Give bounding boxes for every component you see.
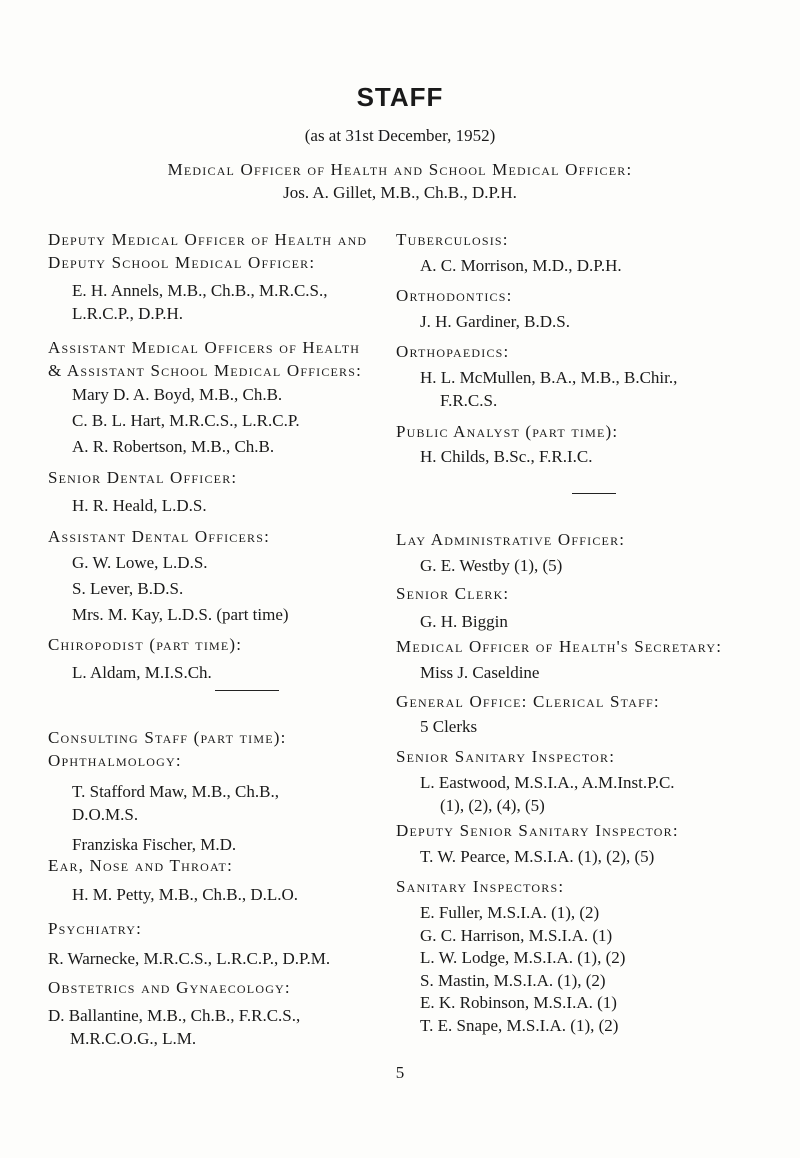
lay-admin-heading: Lay Administrative Officer:: [396, 530, 626, 549]
section-divider: [215, 690, 279, 691]
orthopaedics-line-1: H. L. McMullen, B.A., M.B., B.Chir.,: [420, 368, 678, 387]
orthodontics-heading: Orthodontics:: [396, 286, 513, 305]
assistant-name: Mary D. A. Boyd, M.B., Ch.B.: [72, 385, 283, 404]
assistant-section: [48, 336, 362, 460]
assistant-dental-heading: Assistant Dental Officers:: [48, 527, 271, 546]
ophthalmology-line-1: T. Stafford Maw, M.B., Ch.B.,: [72, 782, 279, 801]
page-subtitle: (as at 31st December, 1952): [304, 126, 496, 145]
deputy-section: [48, 228, 367, 325]
sanitary-name: G. C. Harrison, M.S.I.A. (1): [420, 925, 613, 945]
obstetrics-line-1: D. Ballantine, M.B., Ch.B., F.R.C.S.,: [48, 1006, 301, 1025]
senior-dental-heading: Senior Dental Officer:: [48, 468, 238, 487]
orthodontics-name: J. H. Gardiner, B.D.S.: [420, 312, 570, 331]
senior-dental-name: H. R. Heald, L.D.S.: [72, 496, 207, 515]
sanitary-section: [396, 875, 625, 1037]
ent-section: [48, 854, 298, 906]
sanitary-name: L. W. Lodge, M.S.I.A. (1), (2): [420, 948, 626, 967]
deputy-sanitary-name: T. W. Pearce, M.S.I.A. (1), (2), (5): [420, 847, 655, 866]
tuberculosis-name: A. C. Morrison, M.D., D.P.H.: [420, 256, 622, 275]
senior-clerk-name: G. H. Biggin: [420, 612, 508, 631]
sanitary-name: T. E. Snape, M.S.I.A. (1), (2): [420, 1015, 619, 1035]
page-title: STAFF: [356, 82, 444, 112]
obstetrics-section: [48, 976, 300, 1050]
tuberculosis-section: [396, 228, 622, 277]
secretary-name: Miss J. Caseldine: [420, 663, 540, 682]
general-office-heading: General Office: Clerical Staff:: [396, 692, 660, 711]
assistant-heading-2: & Assistant School Medical Officers:: [48, 361, 363, 380]
deputy-sanitary-heading: Deputy Senior Sanitary Inspector:: [396, 821, 679, 840]
assistant-heading-1: Assistant Medical Officers of Health: [48, 338, 361, 357]
secretary-section: [396, 635, 722, 684]
ent-heading: Ear, Nose and Throat:: [48, 856, 234, 875]
assistant-dental-name: S. Lever, B.D.S.: [72, 579, 184, 598]
senior-clerk-heading: Senior Clerk:: [396, 584, 510, 603]
moh-name: Jos. A. Gillet, M.B., Ch.B., D.P.H.: [283, 183, 517, 202]
assistant-dental-name: Mrs. M. Kay, L.D.S. (part time): [72, 605, 289, 624]
page-number: 5: [395, 1063, 405, 1082]
section-divider: [572, 493, 616, 494]
analyst-section: [396, 420, 618, 468]
orthopaedics-line-2: F.R.C.S.: [440, 391, 498, 410]
ophthalmology-line-2: D.O.M.S.: [72, 805, 139, 824]
general-office-name: 5 Clerks: [420, 717, 478, 736]
consulting-section: [48, 726, 287, 856]
assistant-dental-name: G. W. Lowe, L.D.S.: [72, 553, 208, 572]
general-office-section: [396, 690, 660, 738]
obstetrics-line-2: M.R.C.O.G., L.M.: [70, 1029, 197, 1048]
psychiatry-section: [48, 917, 330, 970]
assistant-name: A. R. Robertson, M.B., Ch.B.: [72, 437, 275, 456]
analyst-heading: Public Analyst (part time):: [396, 422, 619, 441]
psychiatry-name: R. Warnecke, M.R.C.S., L.R.C.P., D.P.M.: [48, 949, 331, 968]
chiropodist-name: L. Aldam, M.I.S.Ch.: [72, 663, 212, 682]
senior-sanitary-heading: Senior Sanitary Inspector:: [396, 747, 616, 766]
chiropodist-section: [48, 633, 242, 684]
deputy-heading-2: Deputy School Medical Officer:: [48, 253, 316, 272]
deputy-line-2: L.R.C.P., D.P.H.: [72, 304, 184, 323]
consulting-heading: Consulting Staff (part time):: [48, 728, 287, 747]
deputy-line-1: E. H. Annels, M.B., Ch.B., M.R.C.S.,: [72, 281, 328, 300]
assistant-name: C. B. L. Hart, M.R.C.S., L.R.C.P.: [72, 411, 300, 430]
sanitary-name: S. Mastin, M.S.I.A. (1), (2): [420, 970, 606, 990]
orthopaedics-section: [396, 340, 677, 412]
orthodontics-section: [396, 284, 570, 333]
senior-sanitary-section: [396, 745, 675, 817]
senior-clerk-section: [396, 582, 509, 633]
obstetrics-heading: Obstetrics and Gynaecology:: [48, 978, 291, 997]
sanitary-name: E. Fuller, M.S.I.A. (1), (2): [420, 903, 600, 922]
lay-admin-section: [396, 528, 625, 577]
secretary-heading: Medical Officer of Health's Secretary:: [396, 637, 723, 656]
ophthalmology-heading: Ophthalmology:: [48, 751, 182, 770]
chiropodist-heading: Chiropodist (part time):: [48, 635, 243, 654]
analyst-name: H. Childs, B.Sc., F.R.I.C.: [420, 447, 593, 466]
deputy-sanitary-section: [396, 819, 679, 868]
orthopaedics-heading: Orthopaedics:: [396, 342, 510, 361]
assistant-dental-section: [48, 525, 289, 628]
sanitary-name: E. K. Robinson, M.S.I.A. (1): [420, 993, 617, 1012]
ophthalmology-line-3: Franziska Fischer, M.D.: [72, 835, 237, 854]
senior-sanitary-line-2: (1), (2), (4), (5): [440, 796, 545, 815]
moh-heading: Medical Officer of Health and School Medical Officer:: [167, 160, 633, 179]
deputy-heading-1: Deputy Medical Officer of Health and: [48, 230, 368, 249]
ent-name: H. M. Petty, M.B., Ch.B., D.L.O.: [72, 885, 299, 904]
lay-admin-name: G. E. Westby (1), (5): [420, 556, 563, 575]
senior-dental-section: [48, 466, 237, 517]
tuberculosis-heading: Tuberculosis:: [396, 230, 509, 249]
psychiatry-heading: Psychiatry:: [48, 919, 143, 938]
senior-sanitary-line-1: L. Eastwood, M.S.I.A., A.M.Inst.P.C.: [420, 773, 675, 792]
sanitary-heading: Sanitary Inspectors:: [396, 877, 565, 896]
